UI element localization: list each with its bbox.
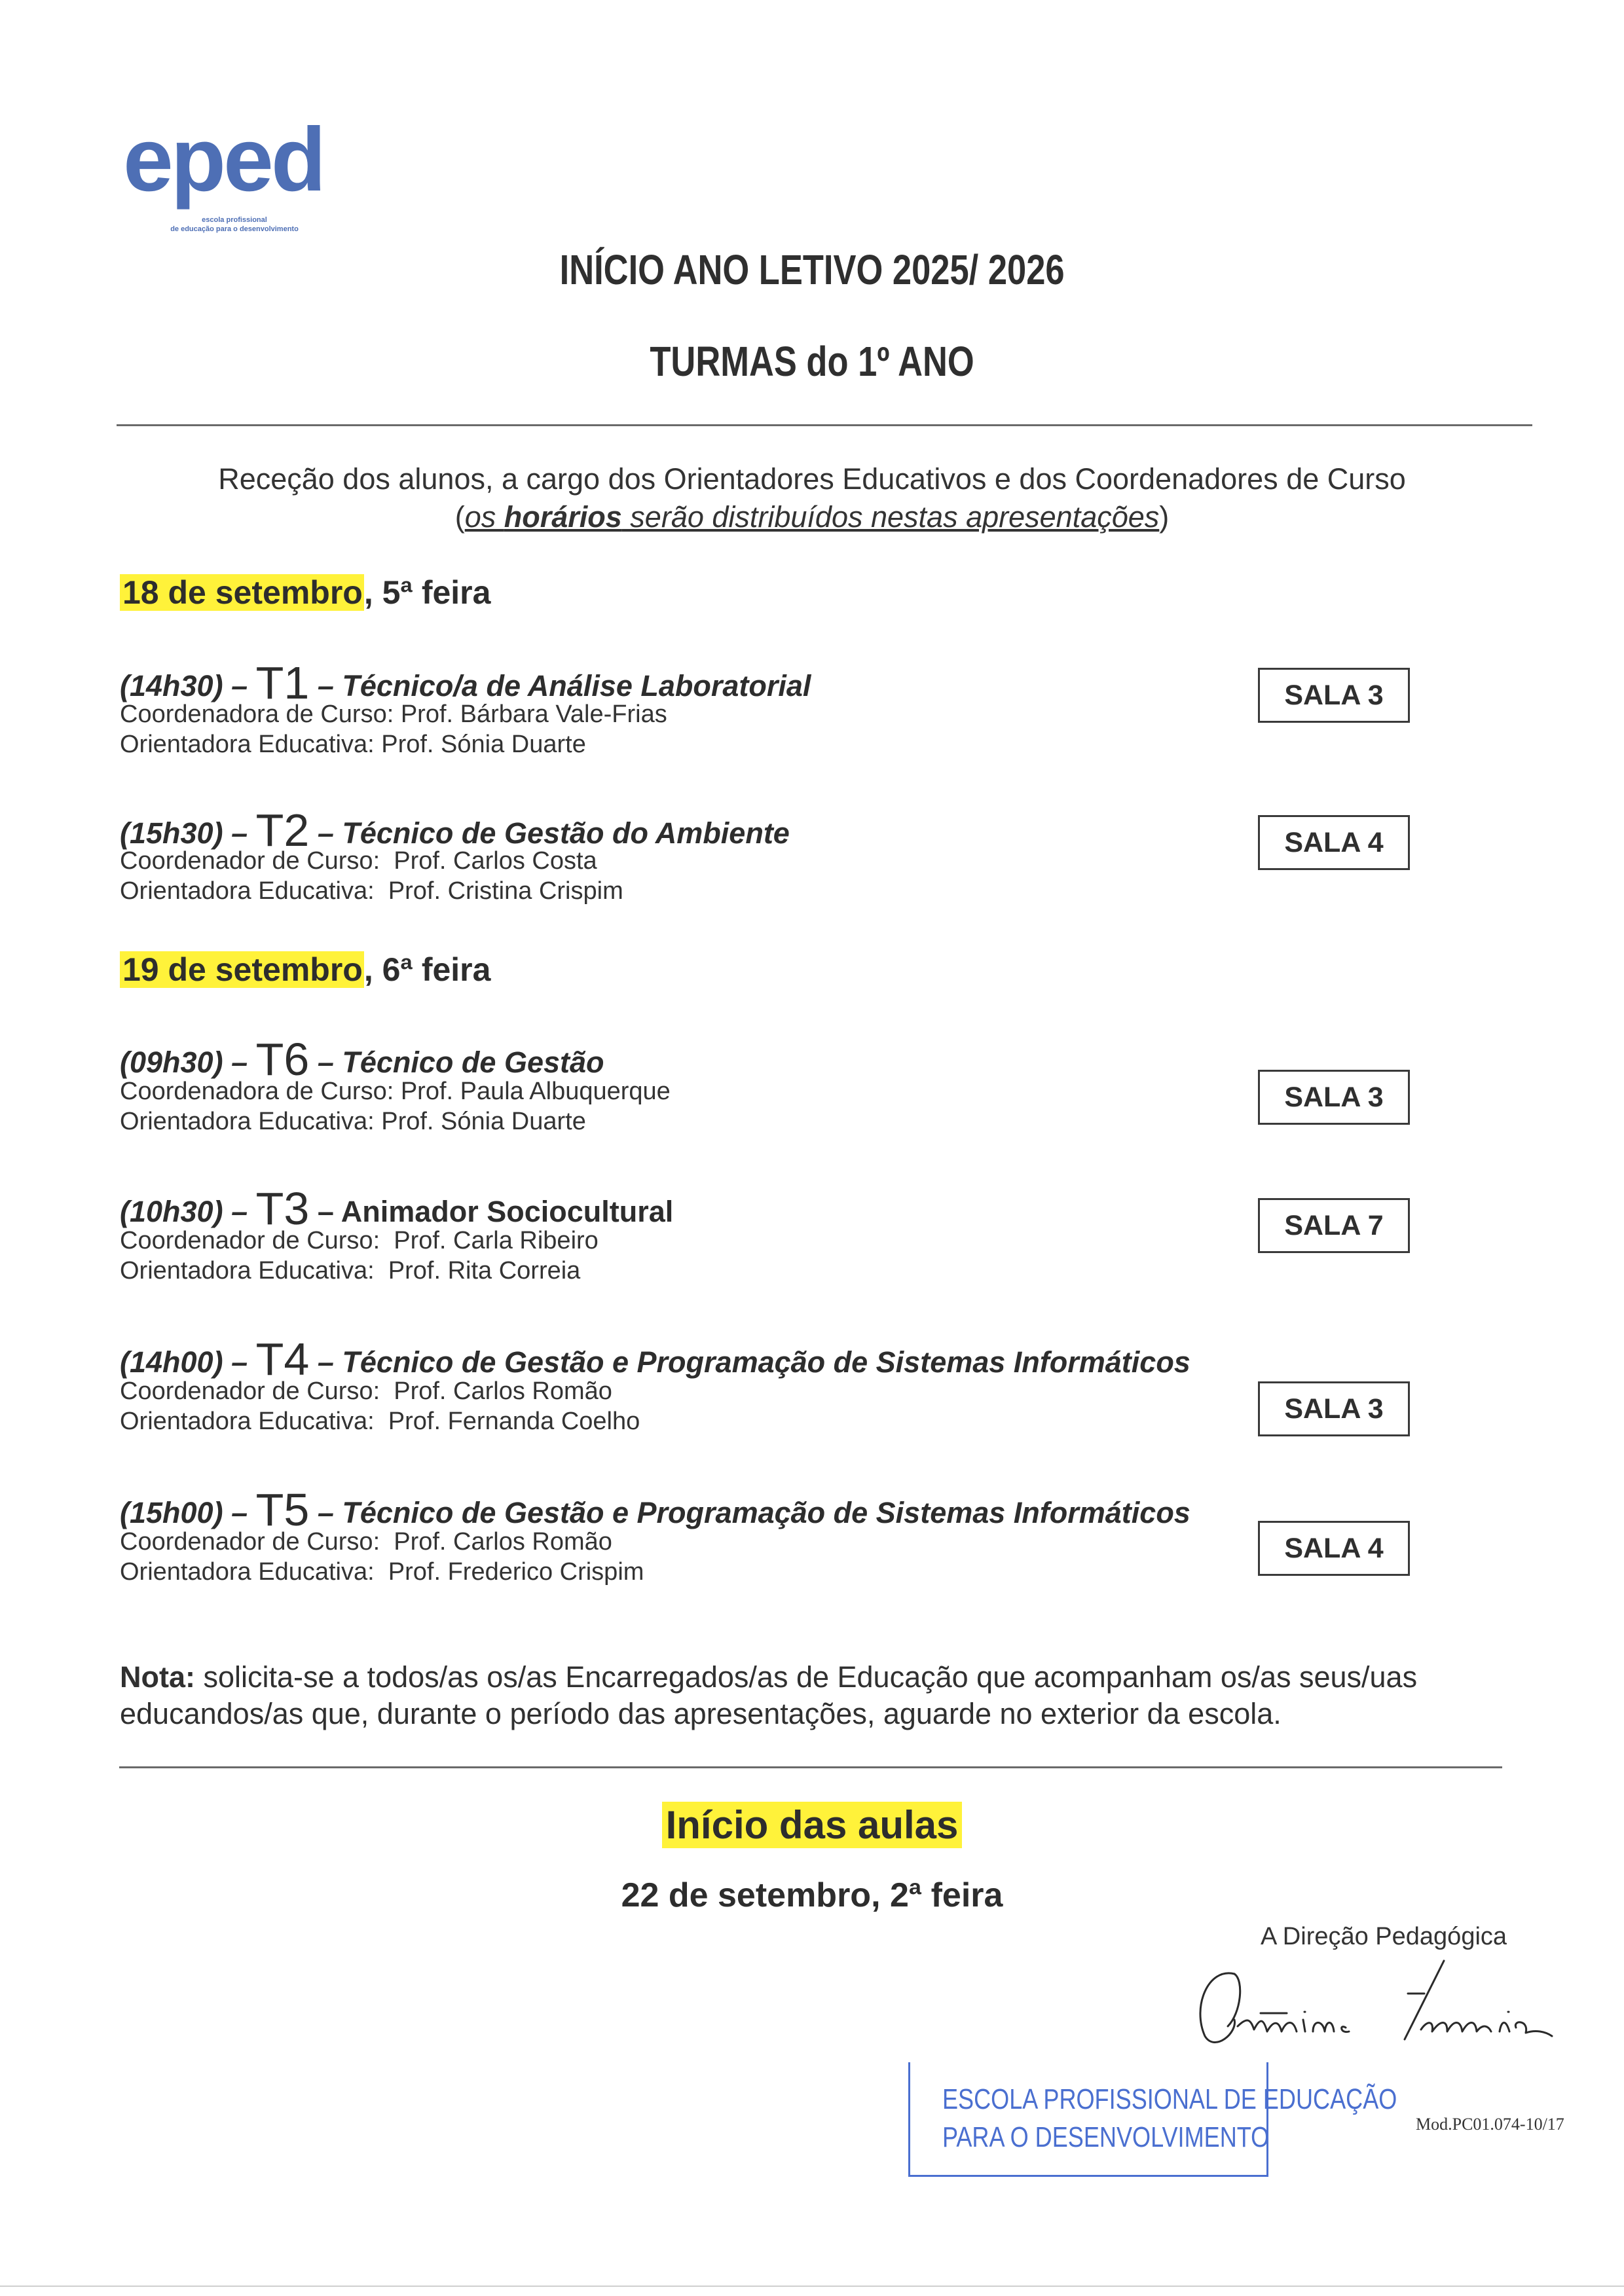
session-coordinator: Coordenador de Curso: Prof. Carlos Romão bbox=[120, 1377, 612, 1405]
day-date-highlighted: 18 de setembro bbox=[120, 574, 364, 611]
class-code: T4 bbox=[255, 1334, 310, 1385]
session-tutor: Orientadora Educativa: Prof. Fernanda Coelho bbox=[120, 1408, 640, 1435]
course-name: – Técnico de Gestão e Programação de Sistemas Informáticos bbox=[317, 1345, 1190, 1379]
classes-start-highlighted: Início das aulas bbox=[662, 1802, 963, 1848]
room-badge: SALA 3 bbox=[1258, 1381, 1410, 1436]
course-name: – Animador Sociocultural bbox=[317, 1195, 674, 1228]
school-stamp bbox=[908, 2062, 1397, 2177]
stamp-line-1: ESCOLA PROFISSIONAL DE EDUCAÇÃO bbox=[942, 2083, 1397, 2115]
page-subtitle-text: TURMAS do 1º ANO bbox=[650, 338, 974, 385]
day-weekday: , 6ª feira bbox=[363, 951, 491, 988]
intro-schedule-note bbox=[465, 500, 1160, 534]
page-title-text: INÍCIO ANO LETIVO 2025/ 2026 bbox=[559, 246, 1065, 293]
course-name: – Técnico/a de Análise Laboratorial bbox=[317, 669, 811, 702]
session-time: (14h00) – bbox=[120, 1345, 248, 1379]
note-text-1: solicita-se a todos/as os/as Encarregados/as de Educação que acompanham os/as seus/uas bbox=[194, 1660, 1418, 1694]
note-divider bbox=[119, 1766, 1502, 1768]
signoff-department: A Direção Pedagógica bbox=[1261, 1923, 1507, 1950]
room-badge: SALA 3 bbox=[1258, 668, 1410, 723]
page-bottom-edge bbox=[0, 2286, 1624, 2287]
classes-start-date: 22 de setembro, 2ª feira bbox=[621, 1876, 1003, 1914]
day-date-highlighted: 19 de setembro bbox=[120, 951, 364, 988]
room-badge: SALA 7 bbox=[1258, 1198, 1410, 1253]
session-coordinator: Coordenadora de Curso: Prof. Bárbara Vale-Frias bbox=[120, 701, 667, 728]
form-reference: Mod.PC01.074-10/17 bbox=[1416, 2115, 1564, 2134]
session-tutor: Orientadora Educativa: Prof. Rita Correia bbox=[120, 1257, 581, 1285]
course-name: – Técnico de Gestão e Programação de Sistemas Informáticos bbox=[317, 1496, 1190, 1529]
course-name: – Técnico de Gestão bbox=[317, 1046, 604, 1079]
session-coordinator: Coordenador de Curso: Prof. Carlos Costa bbox=[120, 847, 597, 875]
session-coordinator: Coordenador de Curso: Prof. Carlos Romão bbox=[120, 1528, 612, 1556]
school-logo-subtitle bbox=[130, 216, 339, 234]
logo-subtitle-line1: escola profissional bbox=[202, 216, 267, 224]
room-badge: SALA 4 bbox=[1258, 1521, 1410, 1576]
classes-start-heading bbox=[0, 1802, 1624, 1848]
intro-paren-open: ( bbox=[454, 500, 465, 534]
day-heading-19-sept bbox=[120, 951, 490, 989]
class-code: T6 bbox=[255, 1034, 310, 1085]
room-badge: SALA 4 bbox=[1258, 815, 1410, 870]
note-label: Nota: bbox=[120, 1660, 195, 1694]
note-line-2: educandos/as que, durante o período das apresentações, aguarde no exterior da escola. bbox=[120, 1697, 1282, 1730]
intro-paren-close: ) bbox=[1159, 500, 1170, 534]
session-coordinator: Coordenador de Curso: Prof. Carla Ribeiro bbox=[120, 1227, 599, 1254]
handwritten-signature bbox=[1189, 1954, 1575, 2052]
session-tutor: Orientadora Educativa: Prof. Frederico Crispim bbox=[120, 1558, 644, 1586]
intro-text-bold: horários bbox=[504, 500, 622, 534]
intro-line-2 bbox=[0, 500, 1624, 534]
session-tutor: Orientadora Educativa: Prof. Sónia Duarte bbox=[120, 731, 586, 758]
intro-text-a: os bbox=[464, 500, 504, 534]
session-time: (14h30) – bbox=[120, 669, 248, 702]
stamp-line-2: PARA O DESENVOLVIMENTO bbox=[942, 2121, 1270, 2153]
school-logo: eped bbox=[123, 109, 324, 210]
parents-note bbox=[120, 1659, 1528, 1732]
session-time: (15h30) – bbox=[120, 816, 248, 850]
session-time: (10h30) – bbox=[120, 1195, 248, 1228]
note-line-1 bbox=[120, 1659, 1528, 1696]
logo-subtitle-line2: de educação para o desenvolvimento bbox=[170, 225, 299, 233]
session-tutor: Orientadora Educativa: Prof. Sónia Duarte bbox=[120, 1108, 586, 1135]
intro-text-b: serão distribuídos nestas apresentações bbox=[621, 500, 1160, 534]
intro-line-1: Receção dos alunos, a cargo dos Orientadores Educativos e dos Coordenadores de Curso bbox=[218, 462, 1406, 496]
day-heading-18-sept bbox=[120, 574, 490, 611]
session-tutor: Orientadora Educativa: Prof. Cristina Crispim bbox=[120, 877, 623, 905]
class-code: T5 bbox=[255, 1484, 310, 1535]
class-code: T2 bbox=[255, 805, 310, 856]
page-title bbox=[0, 246, 1624, 294]
header-divider bbox=[117, 424, 1532, 426]
session-time: (15h00) – bbox=[120, 1496, 248, 1529]
class-code: T1 bbox=[255, 657, 310, 708]
day-weekday: , 5ª feira bbox=[363, 574, 491, 611]
session-coordinator: Coordenadora de Curso: Prof. Paula Albuquerque bbox=[120, 1078, 671, 1105]
class-code: T3 bbox=[255, 1183, 310, 1234]
page-subtitle bbox=[0, 337, 1624, 386]
course-name: – Técnico de Gestão do Ambiente bbox=[317, 816, 790, 850]
room-badge: SALA 3 bbox=[1258, 1070, 1410, 1125]
session-time: (09h30) – bbox=[120, 1046, 248, 1079]
